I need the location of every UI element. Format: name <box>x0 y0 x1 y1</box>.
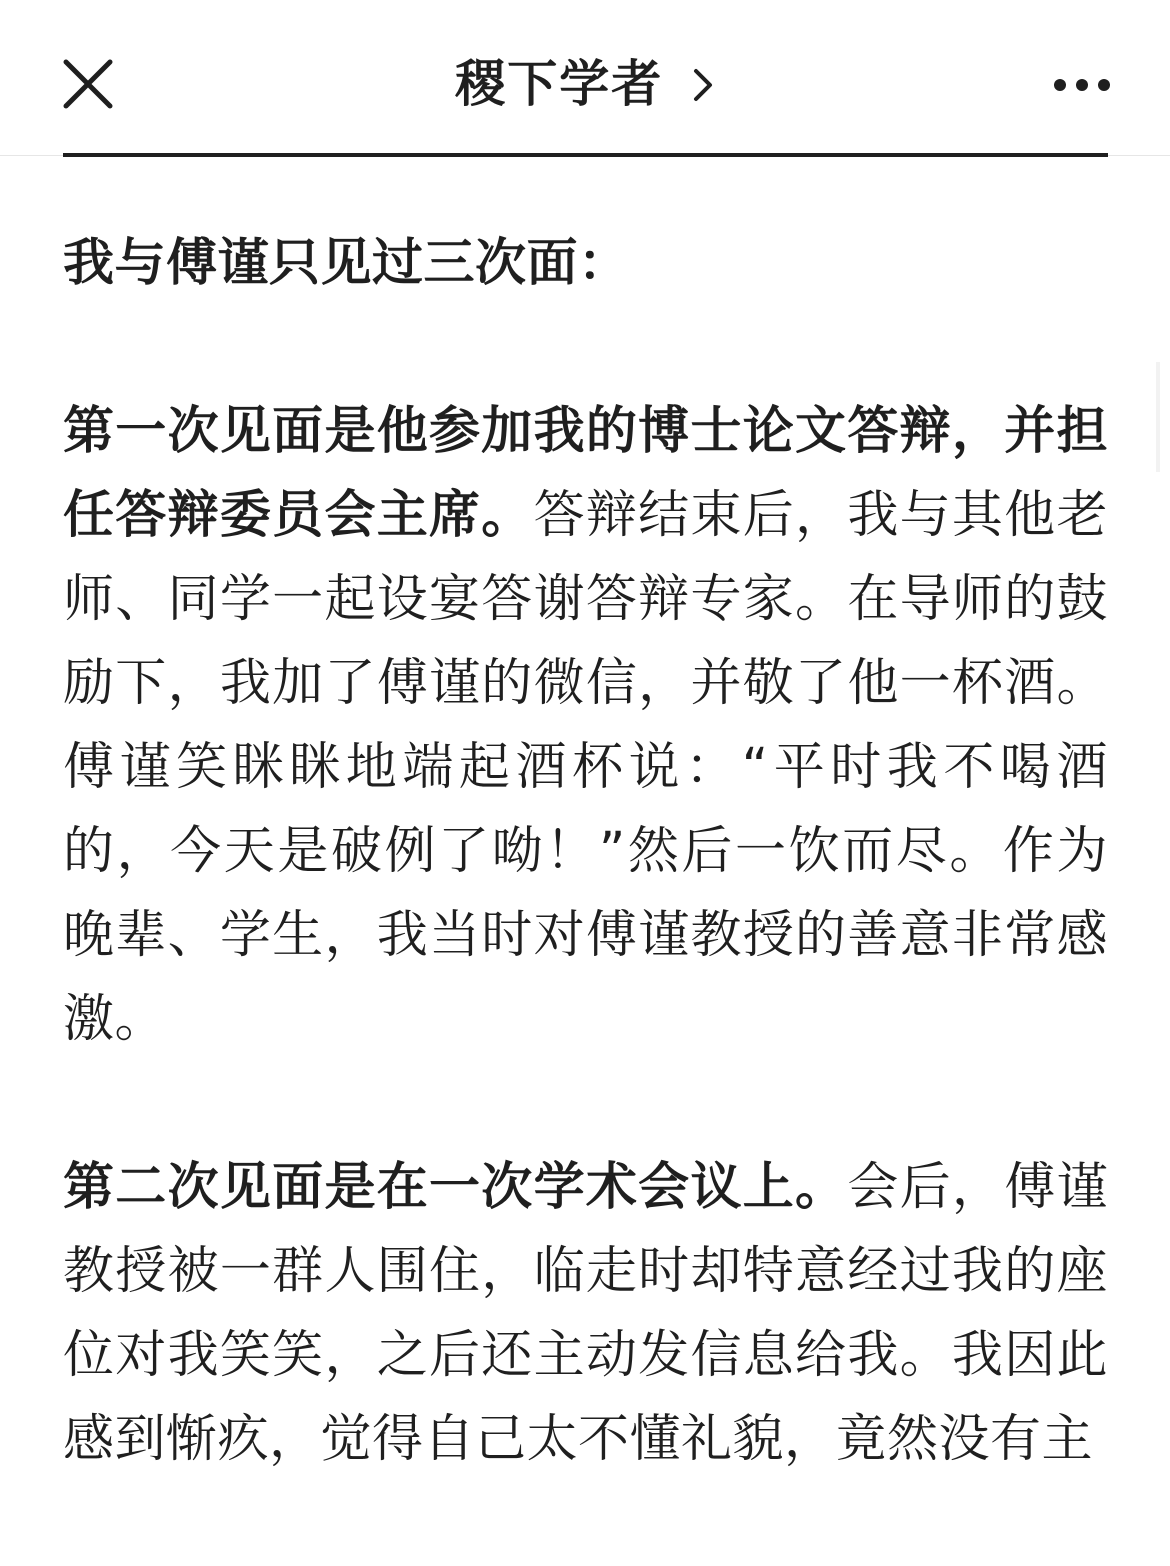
paragraph-1-body: 答辩结束后，我与其他老师、同学一起设宴答谢答辩专家。在导师的鼓励下，我加了傅谨的微信，并敬了他一杯酒。傅谨笑眯眯地端起酒杯说：“平时我不喝酒的，今天是破例了呦！”然后一饮而尽。作为晚辈、学生，我当时对傅谨教授的善意非常感激。 <box>63 486 1108 1049</box>
paragraph-1-lead: 第一次见面是他参加我的博士论文答辩，并担任答辩委员会主席。 <box>63 402 1108 545</box>
account-title-link[interactable] <box>0 52 1170 120</box>
more-icon <box>1050 70 1114 100</box>
article-paragraph-2 <box>63 1146 1108 1482</box>
more-options-button[interactable] <box>1050 70 1114 100</box>
article-paragraph-1 <box>63 390 1108 1062</box>
top-navigation-bar <box>0 0 1170 156</box>
article-intro <box>63 222 1108 306</box>
chevron-right-icon <box>691 56 715 120</box>
paragraph-2-lead: 第二次见面是在一次学术会议上。 <box>63 1158 848 1217</box>
account-name: 稷下学者 <box>455 55 664 113</box>
scroll-indicator <box>1156 362 1160 472</box>
article-body <box>63 222 1108 1566</box>
section-divider <box>63 153 1108 157</box>
intro-text: 我与傅谨只见过三次面： <box>63 234 630 293</box>
paragraph-2-body: 会后，傅谨教授被一群人围住，临走时却特意经过我的座位对我笑笑，之后还主动发信息给我。我因此感到惭疚，觉得自己太不懂礼貌，竟然没有主 <box>63 1158 1108 1469</box>
